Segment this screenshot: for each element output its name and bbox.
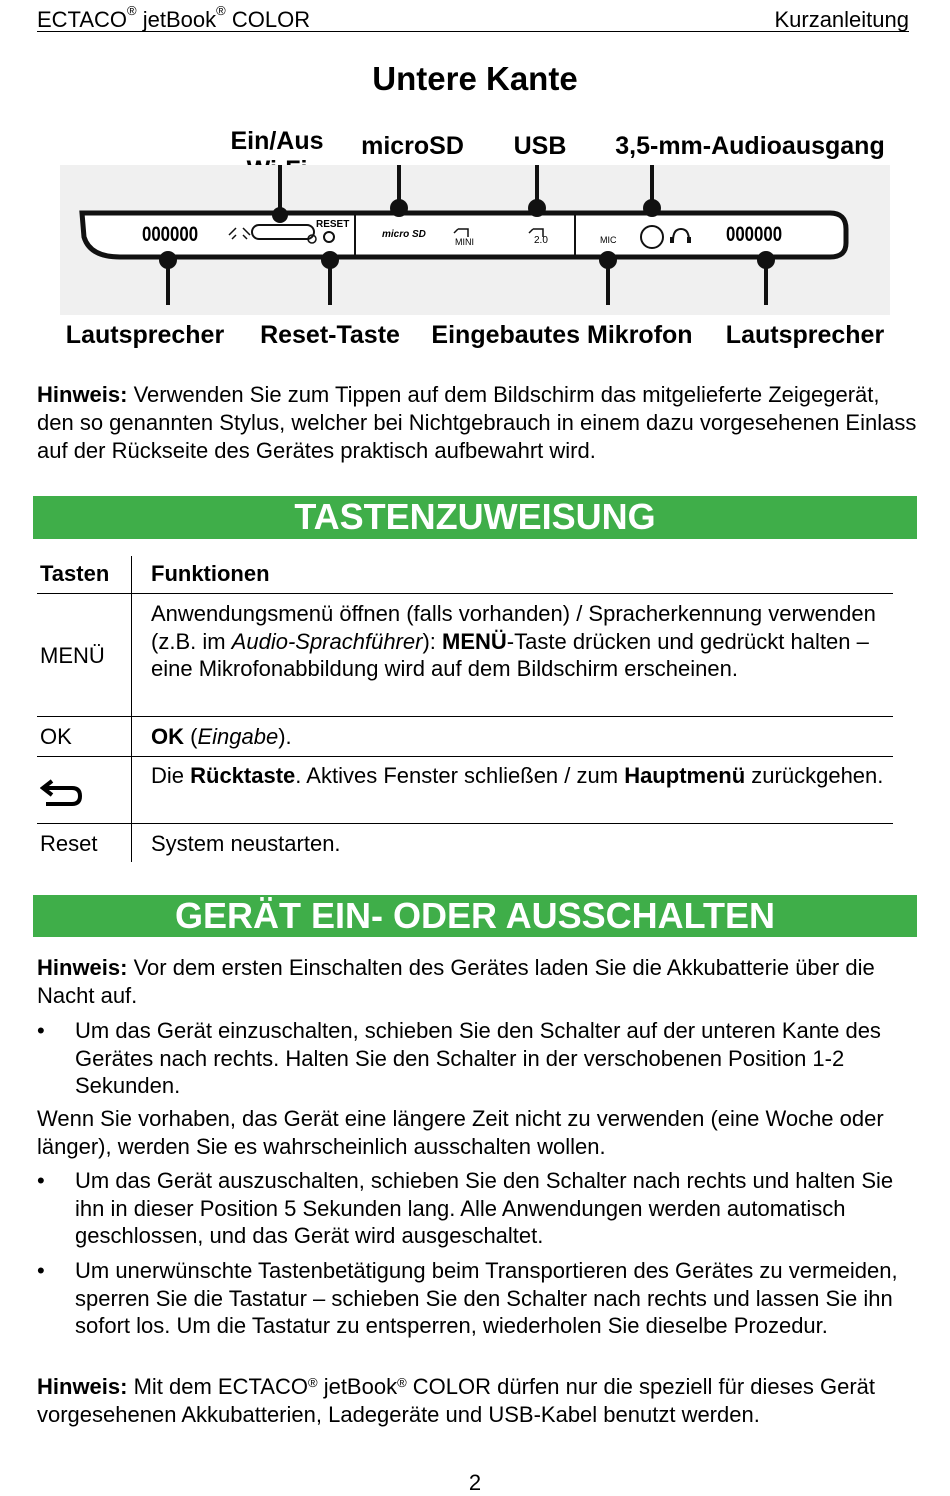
label-microsd: microSD (361, 132, 464, 160)
key-ok: OK (40, 724, 72, 749)
speaker-grille-right-mark: 000000 (726, 223, 783, 246)
bullet-text-power-on: Um das Gerät einzuschalten, schieben Sie den Schalter auf der unteren Kante des Gerätes nach rechts. Halten Sie den Schalter in der verschobenen Position 1-2 Sekunden. (75, 1018, 881, 1098)
section-title-power: GERÄT EIN- ODER AUSSCHALTEN (33, 895, 917, 937)
table-divider (37, 593, 893, 594)
paragraph-long-storage: Wenn Sie vorhaben, das Gerät eine längere Zeit nicht zu verwenden (eine Woche oder länger), werden Sie es wahrscheinlich ausschalten wollen. (37, 1106, 884, 1159)
header-product: ECTACO® jetBook® COLOR (37, 3, 311, 32)
reset-mark: RESET (316, 219, 350, 230)
usb20-mark: 2.0 (534, 235, 548, 246)
bullet-text-keylock: Um unerwünschte Tastenbetätigung beim Transportieren des Gerätes zu vermeiden, sperren Sie die Tastatur – schieben Sie den Schalter nach rechts und lassen Sie ihn sofort los. Um die Tastatur zu entsperren, wiederholen Sie dieselbe Prozedur. (75, 1258, 898, 1338)
mini-usb-mark: MINI (455, 237, 474, 247)
bullet-text-power-off: Um das Gerät auszuschalten, schieben Sie den Schalter nach rechts und halten Sie ihn in dieser Position 5 Sekunden lang. Alle Anwendungen werden automatisch geschlossen, und das Gerät wird ausgeschaltet. (75, 1168, 894, 1248)
stylus-note: Hinweis: Verwenden Sie zum Tippen auf dem Bildschirm das mitgelieferte Zeigegerät, den so genannten Stylus, welcher bei Nichtgebrauch in einem dazu vorgesehenen Einlass auf der Rückseite des Gerätes praktisch aufbewahrt wird. (37, 382, 917, 463)
page-title: Untere Kante (372, 60, 578, 97)
bullet-mark: • (37, 1258, 45, 1283)
section-title-key-assignment: TASTENZUWEISUNG (33, 496, 917, 539)
label-audio-out: 3,5-mm-Audioausgang (615, 132, 885, 160)
charge-note: Hinweis: Vor dem ersten Einschalten des Gerätes laden Sie die Akkubatterie über die Nacht auf. (37, 955, 875, 1008)
page-number: 2 (468, 1470, 482, 1495)
label-speaker-left: Lautsprecher (65, 321, 225, 349)
label-reset-button: Reset-Taste (260, 321, 400, 349)
list-item (37, 1257, 917, 1369)
label-speaker-right: Lautsprecher (725, 321, 885, 349)
key-menu: MENÜ (40, 643, 105, 668)
mic-mark: MIC (600, 235, 617, 245)
list-item (37, 1167, 917, 1251)
col-header-functions: Funktionen (151, 561, 270, 586)
accessories-note: Hinweis: Mit dem ECTACO® jetBook® COLOR dürfen nur die speziell für dieses Gerät vorgesehenen Akkubatterien, Ladegeräte und USB-Kabel benutzt werden. (37, 1374, 875, 1427)
label-power-wifi: Ein/Aus (230, 127, 324, 155)
label-microphone: Eingebautes Mikrofon (431, 321, 693, 349)
page-header (37, 3, 909, 32)
key-reset: Reset (40, 831, 98, 856)
list-item (37, 1017, 917, 1101)
col-header-keys: Tasten (40, 561, 110, 586)
microsd-mark: micro SD (382, 229, 426, 240)
back-arrow-icon (40, 776, 84, 814)
function-reset: System neustarten. (151, 831, 341, 856)
table-divider (37, 756, 893, 757)
table-column-divider (131, 556, 132, 862)
header-section: Kurzanleitung (774, 7, 909, 32)
speaker-grille-left-mark: 000000 (142, 223, 199, 246)
bottom-edge-diagram (0, 125, 950, 355)
table-divider (37, 716, 893, 717)
table-divider (37, 823, 893, 824)
label-usb: USB (513, 132, 567, 160)
function-ok: OK (Eingabe). (151, 724, 292, 749)
bullet-mark: • (37, 1018, 45, 1043)
bullet-mark: • (37, 1168, 45, 1193)
function-back: Die Rücktaste. Aktives Fenster schließen / zum Hauptmenü zurückgehen. (151, 763, 884, 788)
function-menu: Anwendungsmenü öffnen (falls vorhanden) / Spracherkennung verwenden (z.B. im Audio-Sprachführer): MENÜ-Taste drücken und gedrückt halten – eine Mikrofonabbildung wird auf dem Bildschirm erscheinen. (151, 601, 876, 681)
